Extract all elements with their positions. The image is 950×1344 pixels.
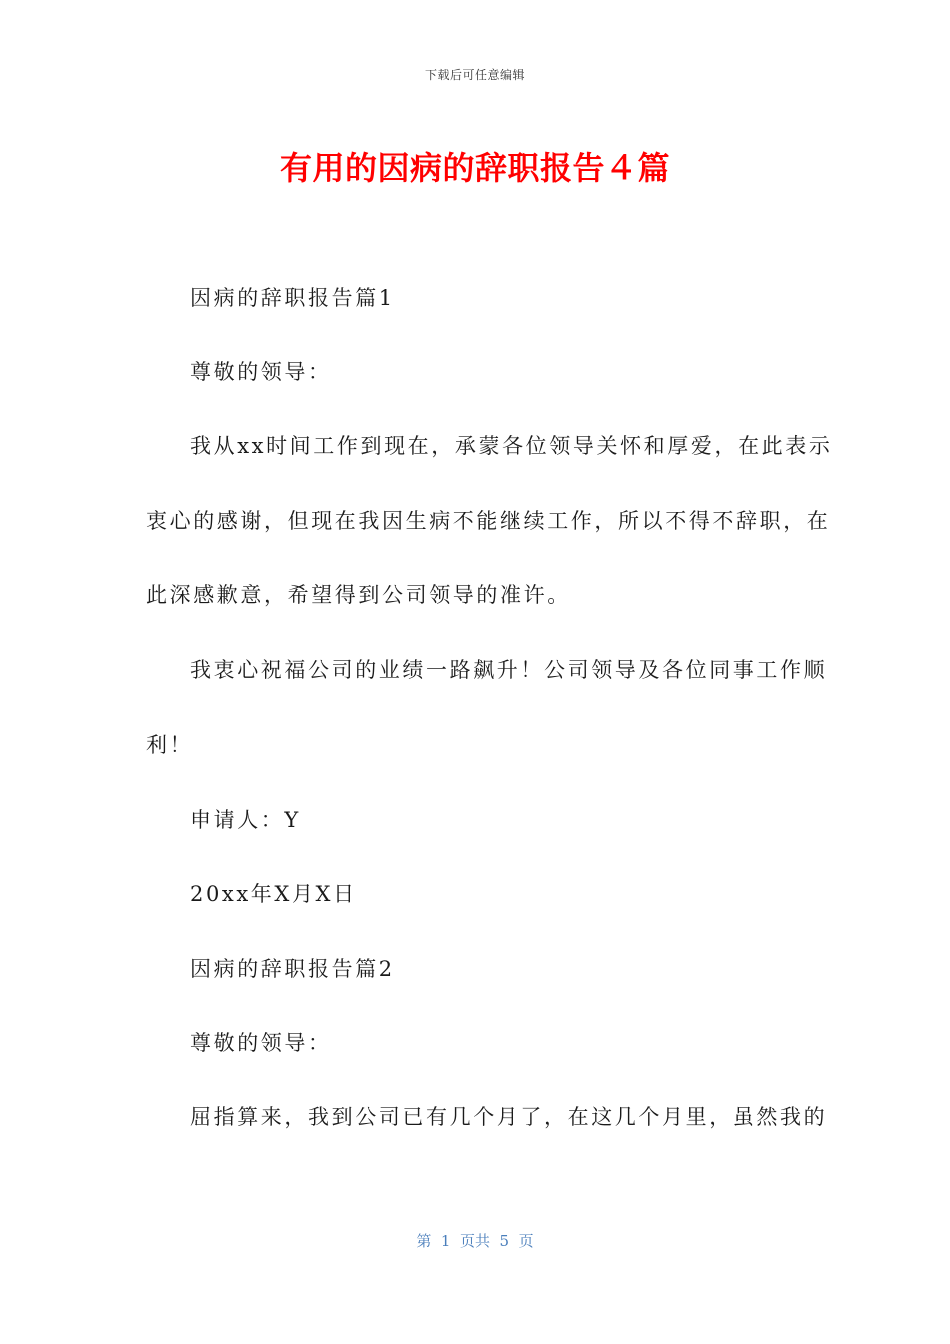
paragraph-line: 我从xx时间工作到现在，承蒙各位领导关怀和厚爱，在此表示 [190,434,833,458]
section-heading-2: 因病的辞职报告篇2 [190,957,395,981]
salutation-2: 尊敬的领导： [190,1031,332,1055]
document-title: 有用的因病的辞职报告４篇 [279,149,670,187]
page-header-note: 下载后可任意编辑 [424,68,525,82]
paragraph-line: 此深感歉意，希望得到公司领导的准许。 [146,583,571,607]
paragraph-line: 利！ [146,733,194,757]
paragraph-line: 屈指算来，我到公司已有几个月了，在这几个月里，虽然我的 [190,1105,828,1129]
date-line: 20xx年X月X日 [190,882,357,906]
paragraph-line: 衷心的感谢，但现在我因生病不能继续工作，所以不得不辞职，在 [146,509,831,533]
page-footer: 第 1 页共 5 页 [416,1232,534,1250]
salutation-1: 尊敬的领导： [190,360,332,384]
section-heading-1: 因病的辞职报告篇1 [190,286,395,310]
applicant-line: 申请人：Y [190,808,301,832]
paragraph-line: 我衷心祝福公司的业绩一路飙升！公司领导及各位同事工作顺 [190,658,828,682]
